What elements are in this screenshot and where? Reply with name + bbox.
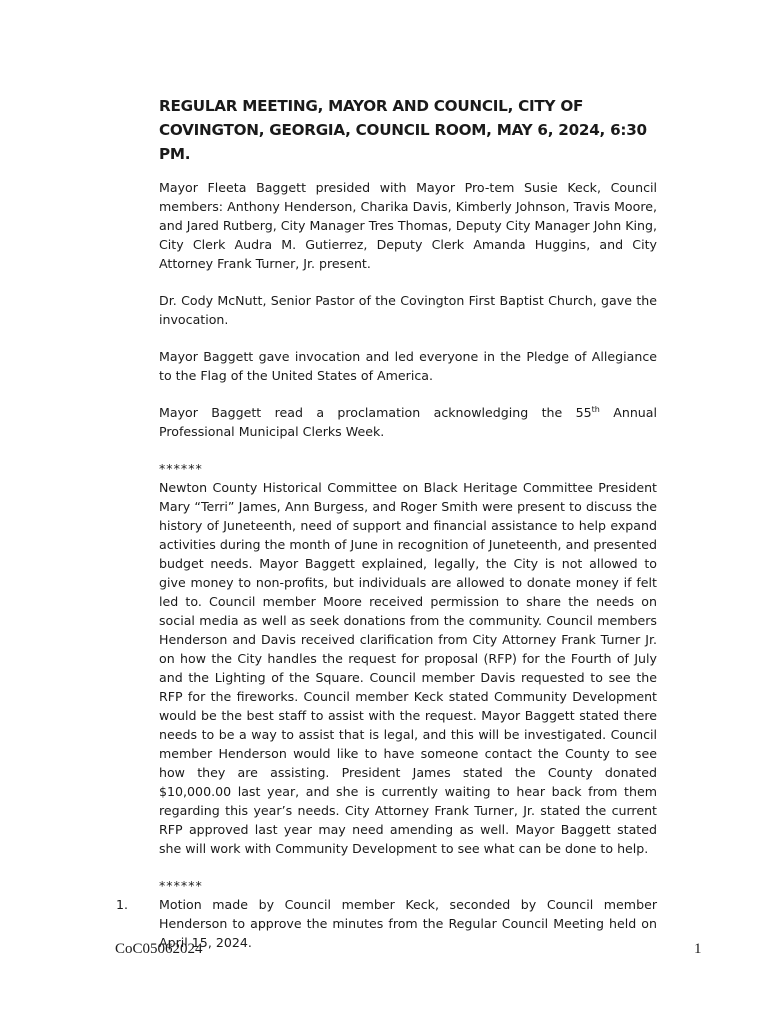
agenda-item-text: Motion made by Council member Keck, seconded by Council member Henderson to approve the minutes from the Regular Council Meeting held on April 15, 2024.	[159, 897, 657, 950]
attendance-paragraph: Mayor Fleeta Baggett presided with Mayor Pro-tem Susie Keck, Council members: Anthony Henderson, Charika Davis, Kimberly Johnson, Travis Moore, and Jared Rutberg, City Manager Tres Thomas, Deputy City Manager John King, City Clerk Audra M. Gutierrez, Deputy Clerk Amanda Huggins, and City Attorney Frank Turner, Jr. present.	[159, 180, 657, 271]
section-separator: ******	[159, 461, 203, 476]
proclamation-paragraph	[159, 403, 657, 441]
footer-document-code: CoC05062024	[115, 941, 203, 957]
document-title: REGULAR MEETING, MAYOR AND COUNCIL, CITY OF COVINGTON, GEORGIA, COUNCIL ROOM, MAY 6, 2024, 6:30 PM.	[159, 97, 647, 163]
juneteenth-paragraph: Newton County Historical Committee on Black Heritage Committee President Mary “Terri” James, Ann Burgess, and Roger Smith were present to discuss the history of Juneteenth, need of support and financial assistance to help expand activities during the month of June in recognition of Juneteenth, and presented budget needs. Mayor Baggett explained, legally, the City is not allowed to give money to non-profits, but individuals are allowed to donate money if felt led to. Council member Moore received permission to share the needs on social media as well as seek donations from the community. Council members Henderson and Davis received clarification from City Attorney Frank Turner Jr. on how the City handles the request for proposal (RFP) for the Fourth of July and the Lighting of the Square. Council member Davis requested to see the RFP for the fireworks. Council member Keck stated Community Development would be the best staff to assist with the request. Mayor Baggett stated there needs to be a way to assist that is legal, and this will be investigated. Council member Henderson would like to have someone contact the County to see how they are assisting. President James stated the County donated $10,000.00 last year, and she is currently waiting to hear back from them regarding this year’s needs. City Attorney Frank Turner, Jr. stated the current RFP approved last year may need amending as well. Mayor Baggett stated she will work with Community Development to see what can be done to help.	[159, 480, 657, 856]
section-separator: ******	[159, 878, 203, 893]
agenda-item-number: 1.	[116, 897, 129, 912]
pledge-paragraph: Mayor Baggett gave invocation and led everyone in the Pledge of Allegiance to the Flag of the United States of America.	[159, 349, 657, 383]
footer-page-number: 1	[694, 941, 702, 957]
invocation-paragraph: Dr. Cody McNutt, Senior Pastor of the Covington First Baptist Church, gave the invocation.	[159, 293, 657, 327]
ordinal-superscript: th	[591, 404, 600, 414]
proclamation-text-end: Annual Professional Municipal Clerks Week.	[159, 405, 657, 439]
proclamation-text-start: Mayor Baggett read a proclamation acknowledging the 55	[159, 405, 592, 420]
